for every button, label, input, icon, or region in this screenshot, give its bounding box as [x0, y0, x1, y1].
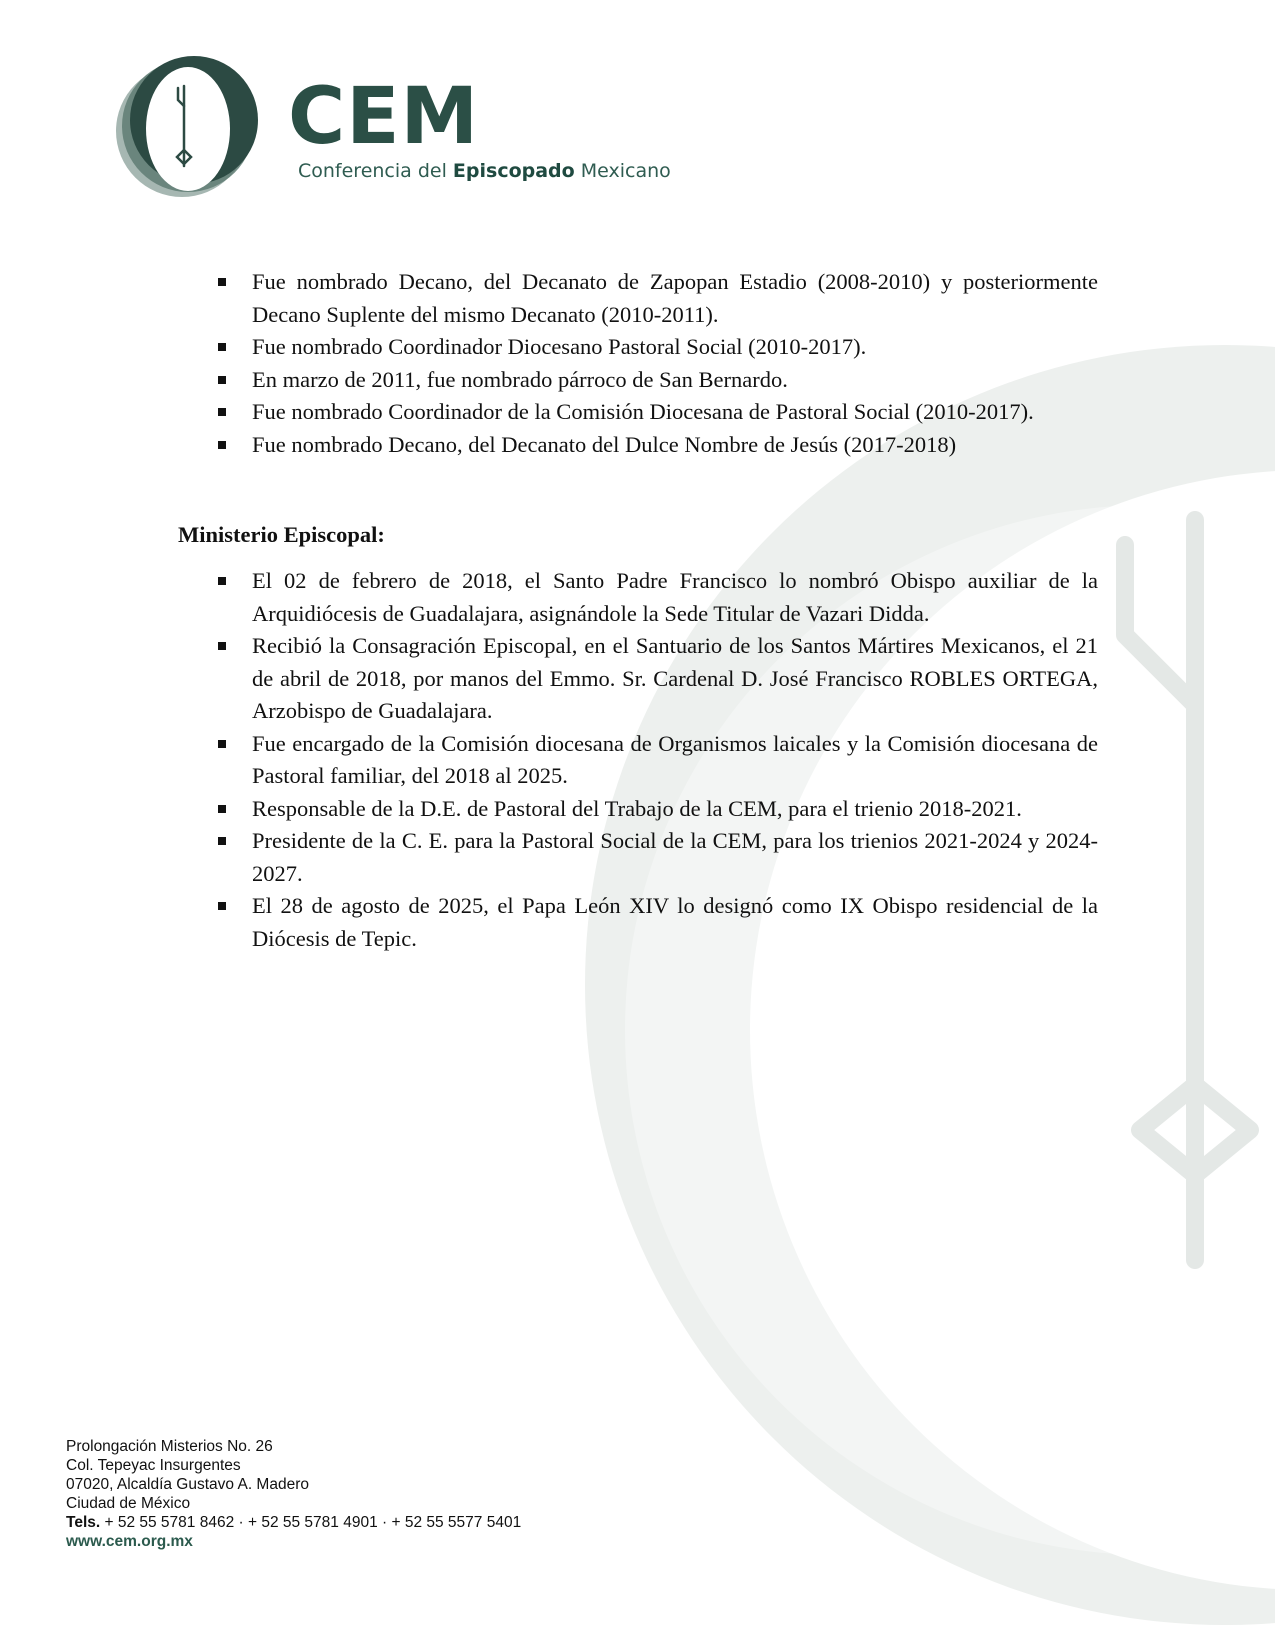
bullet-icon	[218, 441, 226, 449]
address-line: Col. Tepeyac Insurgentes	[66, 1457, 241, 1474]
logo-subtitle-pre: Conferencia del	[298, 160, 453, 182]
list-item	[178, 331, 1098, 364]
logo-subtitle-bold: Episcopado	[452, 160, 575, 182]
bullet-icon	[218, 902, 226, 910]
section-title: Ministerio Episcopal:	[178, 522, 385, 547]
bullet-icon	[218, 343, 226, 351]
list-item	[178, 825, 1098, 890]
list-item	[178, 266, 1098, 331]
list-item	[178, 728, 1098, 793]
address-line: Prolongación Misterios No. 26	[66, 1438, 273, 1455]
address-line: Ciudad de México	[66, 1495, 191, 1512]
cem-logo-icon	[112, 54, 272, 209]
website-link[interactable]: www.cem.org.mx	[66, 1533, 193, 1550]
list-item-text: Responsable de la D.E. de Pastoral del Trabajo de la CEM, para el trienio 2018-2021.	[252, 795, 1022, 821]
list-item	[178, 630, 1098, 728]
document-body	[178, 266, 1098, 955]
list-item-text: Presidente de la C. E. para la Pastoral Social de la CEM, para los trienios 2021-2024 y 2024-2027.	[252, 828, 1098, 886]
bullet-icon	[218, 278, 226, 286]
bullet-icon	[218, 376, 226, 384]
episcopal-list	[178, 565, 1098, 955]
bullet-icon	[218, 837, 226, 845]
bullet-icon	[218, 408, 226, 416]
bullet-icon	[218, 577, 226, 585]
list-item-text: El 28 de agosto de 2025, el Papa León XIV lo designó como IX Obispo residencial de la Diócesis de Tepic.	[252, 893, 1098, 951]
bullet-icon	[218, 740, 226, 748]
phone-label: Tels.	[66, 1514, 101, 1531]
logo-title: CEM	[288, 72, 480, 162]
list-item-text: En marzo de 2011, fue nombrado párroco de San Bernardo.	[252, 366, 788, 392]
phone-line	[66, 1513, 521, 1532]
list-item-text: Fue nombrado Coordinador Diocesano Pastoral Social (2010-2017).	[252, 334, 867, 359]
list-item	[178, 429, 1098, 462]
list-item-text: Fue nombrado Coordinador de la Comisión Diocesana de Pastoral Social (2010-2017).	[252, 399, 1034, 424]
phone-numbers: + 52 55 5781 8462 · + 52 55 5781 4901 · + 52 55 5577 5401	[100, 1514, 522, 1531]
logo-subtitle-post: Mexicano	[574, 160, 671, 182]
list-item-text: El 02 de febrero de 2018, el Santo Padre Francisco lo nombró Obispo auxiliar de la Arquidiócesis de Guadalajara, asignándole la Sede Titular de Vazari Didda.	[252, 568, 1098, 626]
bullet-icon	[218, 642, 226, 650]
logo-subtitle	[298, 160, 671, 182]
list-item-text: Fue encargado de la Comisión diocesana de Organismos laicales y la Comisión diocesana de Pastoral familiar, del 2018 al 2025.	[252, 730, 1098, 788]
bullet-icon	[218, 805, 226, 813]
list-item-text: Recibió la Consagración Episcopal, en el Santuario de los Santos Mártires Mexicanos, el 21 de abril de 2018, por manos del Emmo. Sr. Cardenal D. José Francisco ROBLES ORTEGA, Arzobispo de Guadalajara.	[252, 633, 1098, 723]
list-item	[178, 793, 1098, 826]
footer-contact	[66, 1437, 521, 1551]
list-item	[178, 364, 1098, 397]
list-item-text: Fue nombrado Decano, del Decanato de Zapopan Estadio (2008-2010) y posteriormente Decano Suplente del mismo Decanato (2010-2011).	[252, 269, 1098, 327]
list-item-text: Fue nombrado Decano, del Decanato del Dulce Nombre de Jesús (2017-2018)	[252, 431, 957, 457]
list-item	[178, 565, 1098, 630]
address-line: 07020, Alcaldía Gustavo A. Madero	[66, 1476, 309, 1493]
list-item	[178, 396, 1098, 429]
career-list	[178, 266, 1098, 461]
list-item	[178, 890, 1098, 955]
